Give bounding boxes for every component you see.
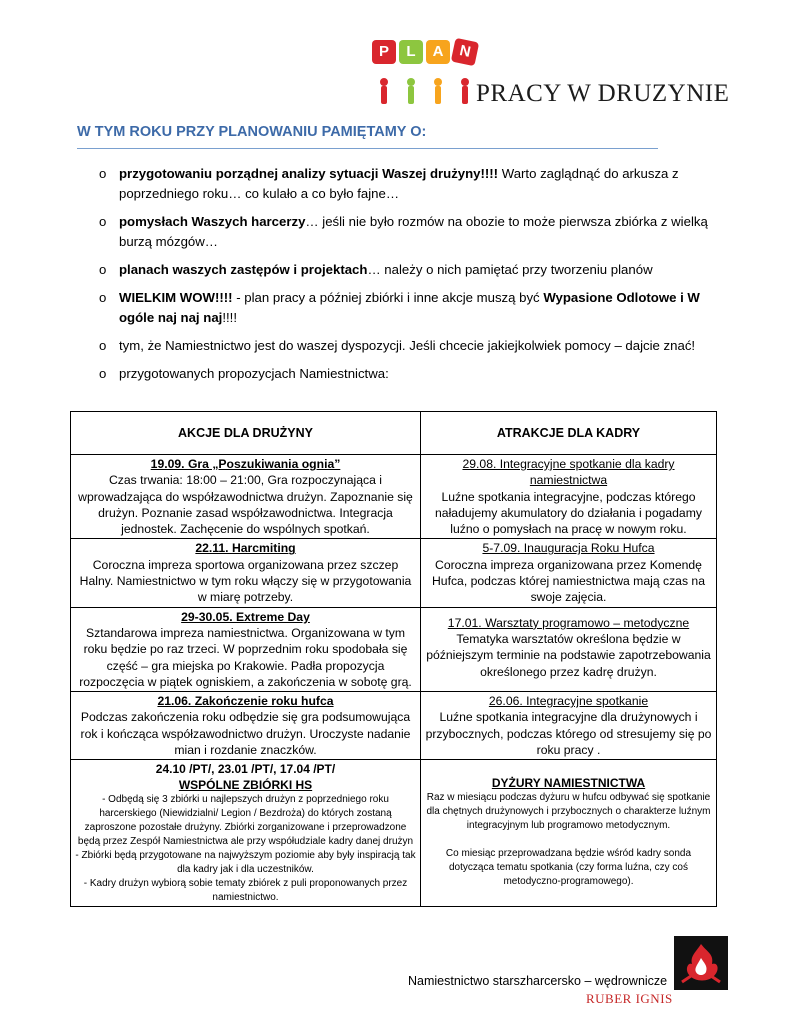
event-description: Luźne spotkania integracyjne dla drużynowych i przybocznych, podczas którego od stresujemy się po roku pracy . bbox=[425, 710, 712, 758]
plan-logo bbox=[368, 40, 480, 106]
logo-letter-n: N bbox=[451, 38, 479, 66]
table-row bbox=[71, 607, 717, 691]
list-item-text: tym, że Namiestnictwo jest do waszej dyspozycji. Jeśli chcecie jakiejkolwiek pomocy – dajcie znać! bbox=[119, 338, 696, 353]
logo-letter-a: A bbox=[426, 40, 450, 64]
column-header-actions: AKCJE DLA DRUŻYNY bbox=[71, 412, 421, 455]
event-description: - Kadry drużyn wybiorą sobie tematy zbiórek z puli proponowanych przez namiestnictwo. bbox=[83, 878, 408, 904]
event-title: 17.01. Warsztaty programowo – metodyczne bbox=[447, 615, 690, 630]
footer-text: Namiestnictwo starszharcersko – wędrownicze bbox=[408, 974, 668, 988]
list-item bbox=[99, 164, 709, 204]
event-title: WSPÓLNE ZBIÓRKI HS bbox=[178, 778, 313, 793]
list-item bbox=[99, 260, 709, 280]
table-row bbox=[71, 539, 717, 607]
event-title: 29-30.05. Extreme Day bbox=[181, 609, 310, 624]
logo-figure-icon bbox=[379, 62, 389, 104]
footer-brand: RUBER IGNIS bbox=[586, 991, 673, 1006]
logo-figure-icon bbox=[406, 62, 416, 104]
table-cell bbox=[71, 539, 421, 607]
header-title: PRACY W DRUZYNIE bbox=[476, 80, 730, 107]
event-description: Coroczna impreza organizowana przez Komendę Hufca, podczas której namiestnictwa mają czas na swoje zajęcia. bbox=[432, 557, 705, 605]
list-item bbox=[99, 212, 709, 252]
logo-letter-l: L bbox=[399, 40, 423, 64]
bullet-icon: o bbox=[99, 214, 107, 229]
list-item-text: … należy o nich pamiętać przy tworzeniu planów bbox=[367, 262, 653, 277]
table-cell bbox=[421, 692, 717, 760]
event-description: Tematyka warsztatów określona będzie w późniejszym terminie na podstawie zapotrzebowania określonego przez kadrę drużyn. bbox=[426, 631, 711, 679]
bullet-icon: o bbox=[99, 290, 107, 305]
bullet-icon: o bbox=[99, 262, 107, 277]
event-description: Coroczna impreza sportowa organizowana przez szczep Halny. Namiestnictwo w tym roku włączy się w przygotowania w miarę potrzeby. bbox=[79, 557, 412, 605]
table-row bbox=[71, 760, 717, 907]
table-cell bbox=[421, 607, 717, 691]
event-description: Sztandarowa impreza namiestnictwa. Organizowana w tym roku będzie po raz trzeci. W poprzednim roku spodobała się część – gra miejska po Krakowie. Padła propozycja rozpoczęcia w piątek ogniskiem, a zakończenia w sobotę grą. bbox=[79, 625, 412, 689]
table-row bbox=[71, 692, 717, 760]
table-cell bbox=[421, 760, 717, 907]
event-title: DYŻURY NAMIESTNICTWA bbox=[491, 776, 646, 791]
event-description: Luźne spotkania integracyjne, podczas którego naładujemy akumulatory do działania i pogadamy luźno o pomysłach na pracę w nowym roku. bbox=[435, 489, 702, 537]
list-item-bold: WIELKIM WOW!!!! bbox=[119, 290, 233, 305]
event-description: - Zbiórki będą przygotowane na najwyższym poziomie aby były inspiracją tak dla kadry jak i dla uczestników. bbox=[75, 850, 416, 876]
plan-table bbox=[70, 411, 717, 907]
list-item bbox=[99, 336, 709, 356]
list-item-bold: planach waszych zastępów i projektach bbox=[119, 262, 368, 277]
event-title: 19.09. Gra „Poszukiwania ognia” bbox=[150, 457, 341, 471]
list-item-bold: pomysłach Waszych harcerzy bbox=[119, 214, 306, 229]
bullet-icon: o bbox=[99, 166, 107, 181]
page-heading: W TYM ROKU PRZY PLANOWANIU PAMIĘTAMY O: bbox=[77, 124, 427, 140]
table-cell bbox=[71, 760, 421, 907]
table-cell bbox=[421, 539, 717, 607]
table-cell bbox=[71, 607, 421, 691]
logo-figure-icon bbox=[433, 62, 443, 104]
list-item-text: !!!! bbox=[222, 310, 237, 325]
list-item-text: przygotowanych propozycjach Namiestnictwa: bbox=[119, 366, 389, 381]
table-row bbox=[71, 455, 717, 539]
heading-divider bbox=[77, 148, 658, 149]
column-header-attractions: ATRAKCJE DLA KADRY bbox=[421, 412, 717, 455]
table-header-row bbox=[71, 412, 717, 455]
event-description: Czas trwania: 18:00 – 21:00, Gra rozpoczynająca i wprowadzająca do współzawodnictwa drużyn. Zapoznanie się drużyn. Poznanie zasad współzawodnictwa. Integracja jednostek. Zachęcenie do wspólnych spotkań. bbox=[78, 473, 413, 537]
logo-figure-icon bbox=[460, 62, 470, 104]
event-description: Raz w miesiącu podczas dyżuru w hufcu odbywać się spotkanie dla chętnych drużynowych i przybocznych o charakterze luźnym integracyjnym lub programowo metodycznym. bbox=[426, 792, 711, 832]
bullet-icon: o bbox=[99, 338, 107, 353]
event-title: 29.08. Integracyjne spotkanie dla kadry namiestnictwa bbox=[462, 457, 675, 488]
event-description: - Odbędą się 3 zbiórki u najlepszych drużyn z poprzedniego roku harcerskiego (Niewidzialni/ Legion / Bezdroża) do których zostaną zaproszone pozostałe drużyny. Zbiórki zorganizowane i przeprowadzone będą przez Zespół Namiestnictwa ale przy współudziale kadry danej drużyn bbox=[77, 794, 414, 848]
list-item-text: … jeśli nie było rozmów na obozie to może pierwsza zbiórka z wielką burzą mózgów… bbox=[119, 214, 708, 249]
table-cell bbox=[421, 455, 717, 539]
event-title: 21.06. Zakończenie roku hufca bbox=[157, 694, 334, 709]
event-title: 22.11. Harcmiting bbox=[195, 541, 296, 556]
event-title: 26.06. Integracyjne spotkanie bbox=[488, 694, 649, 709]
event-title: 5-7.09. Inauguracja Roku Hufca bbox=[482, 541, 655, 556]
list-item bbox=[99, 288, 709, 328]
list-item-text: - plan pracy a później zbiórki i inne akcje muszą być bbox=[232, 290, 544, 305]
event-dates: 24.10 /PT/, 23.01 /PT/, 17.04 /PT/ bbox=[155, 762, 336, 777]
logo-letter-p: P bbox=[372, 40, 396, 64]
list-item-bold: Wypasione Odlotowe i W ogóle naj naj naj bbox=[119, 290, 700, 325]
event-description: Co miesiąc przeprowadzana będzie wśród kadry sonda dotycząca tematu spotkania (czy forma luźna, czy coś metodyczno-programowego). bbox=[445, 848, 692, 888]
bullet-list bbox=[99, 164, 709, 392]
flame-logo-icon bbox=[674, 936, 728, 990]
event-description: Podczas zakończenia roku odbędzie się gra podsumowująca rok i kończąca współzawodnictwo drużyn. Uroczyste nadanie mian i rozdanie znaczków. bbox=[80, 710, 411, 758]
list-item-text: Warto zaglądnąć do arkusza z poprzedniego roku… co kulało a co było fajne… bbox=[119, 166, 679, 201]
table-cell bbox=[71, 692, 421, 760]
table-cell bbox=[71, 455, 421, 539]
list-item-bold: przygotowaniu porządnej analizy sytuacji Waszej drużyny!!!! bbox=[119, 166, 499, 181]
bullet-icon: o bbox=[99, 366, 107, 381]
list-item bbox=[99, 364, 709, 384]
